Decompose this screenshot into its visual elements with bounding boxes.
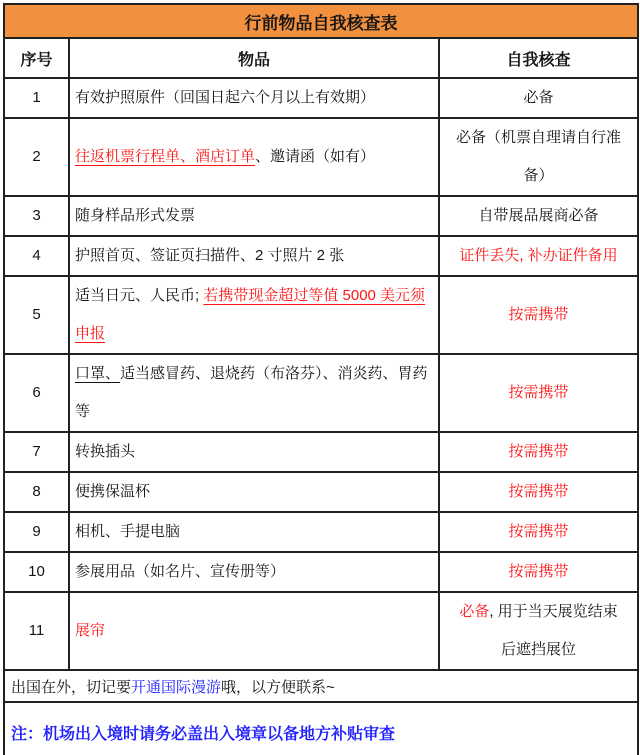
item-cell — [69, 236, 439, 276]
item-cell — [69, 196, 439, 236]
item-cell — [69, 592, 439, 670]
check-cell — [439, 592, 638, 670]
text-segment: 开通国际漫游 — [131, 678, 222, 696]
table-row — [4, 552, 638, 592]
roaming-note — [4, 670, 638, 702]
check-cell — [439, 276, 638, 354]
text-segment: 口罩、 — [75, 365, 121, 382]
col-header-item: 物品 — [69, 38, 439, 78]
text-segment: 有效护照原件（回国日起六个月以上有效期） — [75, 89, 376, 106]
text-segment: 自带展品展商必备 — [478, 207, 599, 224]
stamp-note — [4, 702, 638, 755]
text-segment: 按需携带 — [508, 563, 569, 580]
text-segment: 便携保温杯 — [75, 483, 151, 500]
row-number-cell: 7 — [4, 432, 69, 472]
row-number-cell: 6 — [4, 354, 69, 432]
row-number-cell: 8 — [4, 472, 69, 512]
text-segment: 哦，以方便联系~ — [221, 678, 335, 696]
text-segment: 往返机票行程单、酒店订单 — [75, 148, 256, 165]
col-header-check: 自我核查 — [439, 38, 638, 78]
title-row — [4, 4, 638, 38]
row-number-cell: 10 — [4, 552, 69, 592]
check-cell — [439, 118, 638, 196]
text-segment: 按需携带 — [508, 523, 569, 540]
item-cell — [69, 472, 439, 512]
row-number-cell: 9 — [4, 512, 69, 552]
text-segment: 、邀请函（如有） — [255, 148, 376, 165]
table-row — [4, 472, 638, 512]
checklist-table — [3, 3, 639, 755]
check-cell — [439, 472, 638, 512]
table-row — [4, 354, 638, 432]
text-segment: 适当日元、人民币; — [75, 287, 204, 304]
table-row — [4, 512, 638, 552]
item-cell — [69, 432, 439, 472]
row-number-cell: 5 — [4, 276, 69, 354]
text-segment: 转换插头 — [75, 443, 136, 460]
note-row-roaming — [4, 670, 638, 702]
text-segment: 参展用品（如名片、宣传册等） — [75, 563, 286, 580]
table-title: 行前物品自我核查表 — [4, 4, 638, 38]
text-segment: 按需携带 — [508, 483, 569, 500]
check-cell — [439, 78, 638, 118]
text-segment: 若携带现金超过等值 5000 美元须申报 — [75, 287, 426, 342]
table-head — [4, 4, 638, 78]
table-row — [4, 592, 638, 670]
table-row — [4, 78, 638, 118]
item-cell — [69, 552, 439, 592]
text-segment: , 用于当天展览结束后遮挡展位 — [489, 603, 618, 658]
col-header-no: 序号 — [4, 38, 69, 78]
table-row — [4, 236, 638, 276]
text-segment: 必备（机票自理请自行准备） — [456, 129, 622, 184]
row-number-cell: 11 — [4, 592, 69, 670]
text-segment: 按需携带 — [508, 384, 569, 401]
check-cell — [439, 354, 638, 432]
text-segment: 相机、手提电脑 — [75, 523, 181, 540]
column-header-row — [4, 38, 638, 78]
row-number-cell: 1 — [4, 78, 69, 118]
item-cell — [69, 78, 439, 118]
row-number-cell: 2 — [4, 118, 69, 196]
check-cell — [439, 512, 638, 552]
text-segment: 适当感冒药、退烧药（布洛芬）、消炎药、胃药等 — [75, 365, 428, 420]
table-row — [4, 118, 638, 196]
item-cell — [69, 276, 439, 354]
text-segment: 证件丢失, 补办证件备用 — [459, 247, 618, 264]
check-cell — [439, 552, 638, 592]
text-segment: 随身样品形式发票 — [75, 207, 196, 224]
table-foot — [4, 670, 638, 755]
text-segment: 护照首页、签证页扫描件、2 寸照片 2 张 — [75, 247, 345, 264]
check-cell — [439, 196, 638, 236]
text-segment: 必备 — [523, 89, 554, 106]
check-cell — [439, 236, 638, 276]
item-cell — [69, 118, 439, 196]
note-row-stamp — [4, 702, 638, 755]
item-cell — [69, 354, 439, 432]
text-segment: 注：机场出入境时请务必盖出入境章以备地方补贴审查 — [11, 725, 396, 743]
text-segment: 展帘 — [75, 622, 106, 639]
text-segment: 按需携带 — [508, 443, 569, 460]
text-segment: 按需携带 — [508, 306, 569, 323]
table-body — [4, 78, 638, 670]
check-cell — [439, 432, 638, 472]
table-row — [4, 432, 638, 472]
table-row — [4, 276, 638, 354]
text-segment: 出国在外，切记要 — [11, 678, 132, 696]
row-number-cell: 3 — [4, 196, 69, 236]
item-cell — [69, 512, 439, 552]
table-row — [4, 196, 638, 236]
text-segment: 必备 — [459, 603, 490, 620]
row-number-cell: 4 — [4, 236, 69, 276]
